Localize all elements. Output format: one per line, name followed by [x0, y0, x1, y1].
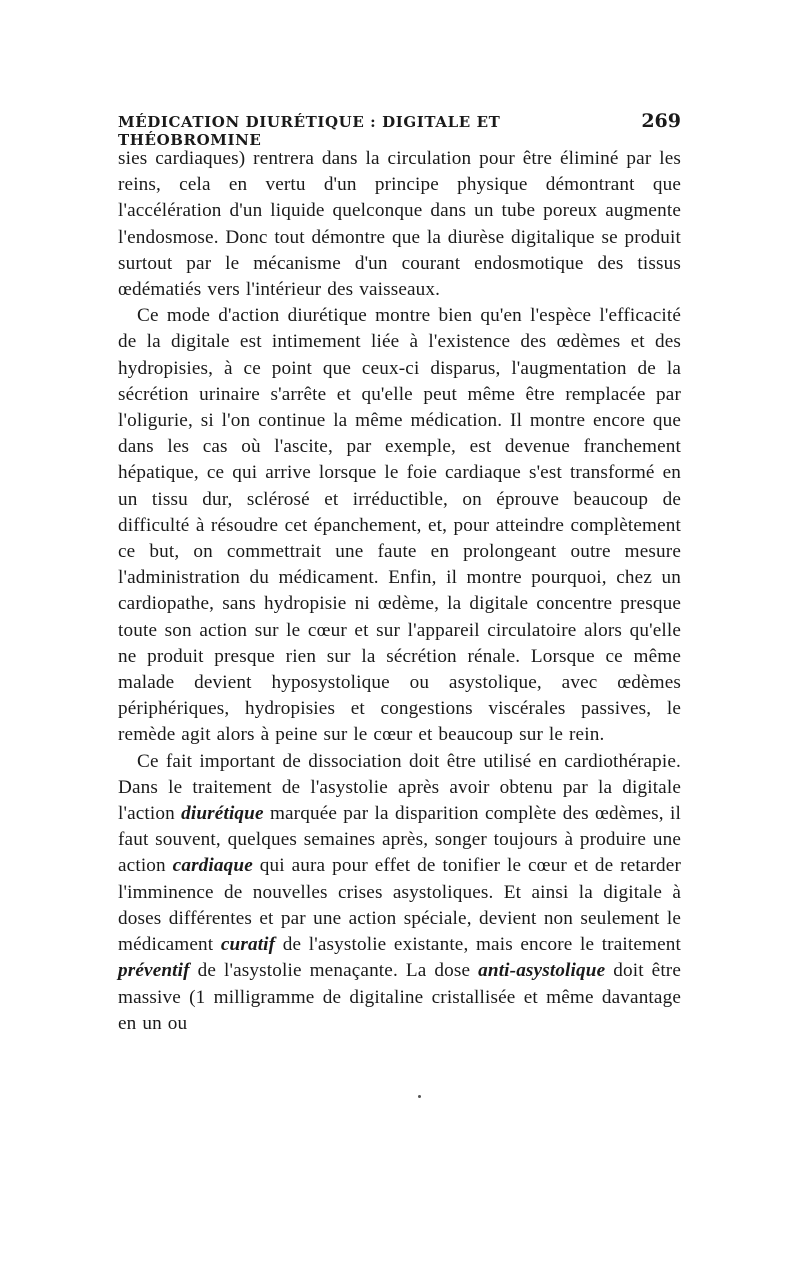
text-segment: qui aura pour effet de tonifier le cœur et de retarder l'imminence de nouvelles crises asystoliques. Et ainsi la digitale à doses différentes et par une action spéciale, devient non seulement le médicament [118, 855, 681, 956]
paragraph-2 [118, 303, 681, 748]
text-segment: marquée par la disparition complète des œdèmes, il faut souvent, quelques semaines après, songer toujours à produire une action [118, 803, 681, 877]
text-segment: de l'asystolie menaçante. La dose [189, 960, 479, 982]
book-page [118, 110, 681, 1037]
italic-term: anti-asystolique [478, 960, 606, 982]
italic-term: curatif [220, 934, 276, 956]
body-text [118, 146, 681, 1037]
text-segment: de l'asystolie existante, mais encore le traitement [275, 934, 681, 956]
text-segment: doit être massive (1 milligramme de digitaline cristallisée et même davantage en un ou [118, 960, 682, 1034]
italic-term: diurétique [181, 803, 264, 825]
paragraph-3 [118, 749, 681, 1037]
text-segment: Ce mode d'action diurétique montre bien qu'en l'espèce l'efficacité de la digitale est intimement liée à l'existence des œdèmes et des hydropisies, à ce point que ceux-ci disparus, l'augmentation de la sécrétion urinaire s'arrête et qu'elle peut même être remplacée par l'oligurie, si l'on continue la même médication. Il montre encore que dans les cas où l'ascite, par exemple, est devenue franchement hépatique, ce qui arrive lorsque le foie cardiaque s'est transformé en un tissu dur, sclérosé et irréductible, on éprouve beaucoup de difficulté à résoudre cet épanchement, et, pour atteindre complètement ce but, on commettrait une faute en prolongeant outre mesure l'administration du médicament. Enfin, il montre pourquoi, chez un cardiopathe, sans hydropisie ni œdème, la digitale concentre presque toute son action sur le cœur et sur l'appareil circulatoire alors qu'elle ne produit presque rien sur la sécrétion rénale. Lorsque ce même malade devient hyposystolique ou asystolique, avec œdèmes périphériques, hydropisies et congestions viscérales passives, le remède agit alors à peine sur le cœur et beaucoup sur le rein. [118, 305, 681, 746]
italic-term: cardiaque [172, 855, 253, 877]
print-speck [418, 1095, 421, 1098]
italic-term: préventif [118, 960, 190, 982]
text-segment: sies cardiaques) rentrera dans la circulation pour être éliminé par les reins, cela en vertu d'un principe physique démontrant que l'accélération d'un liquide quelconque dans un tube poreux augmente l'endosmose. Donc tout démontre que la diurèse digitalique se produit surtout par le mécanisme d'un courant endosmotique des tissus œdématiés vers l'intérieur des vaisseaux. [118, 148, 681, 301]
running-title: MÉDICATION DIURÉTIQUE : DIGITALE ET THÉOBROMINE [118, 113, 501, 149]
page-number: 269 [641, 110, 681, 132]
paragraph-1 [118, 146, 681, 303]
running-head [118, 110, 681, 149]
text-segment: Ce fait important de dissociation doit être utilisé en cardiothérapie. Dans le traitement de l'asystolie après avoir obtenu par la digitale l'action [118, 750, 681, 825]
